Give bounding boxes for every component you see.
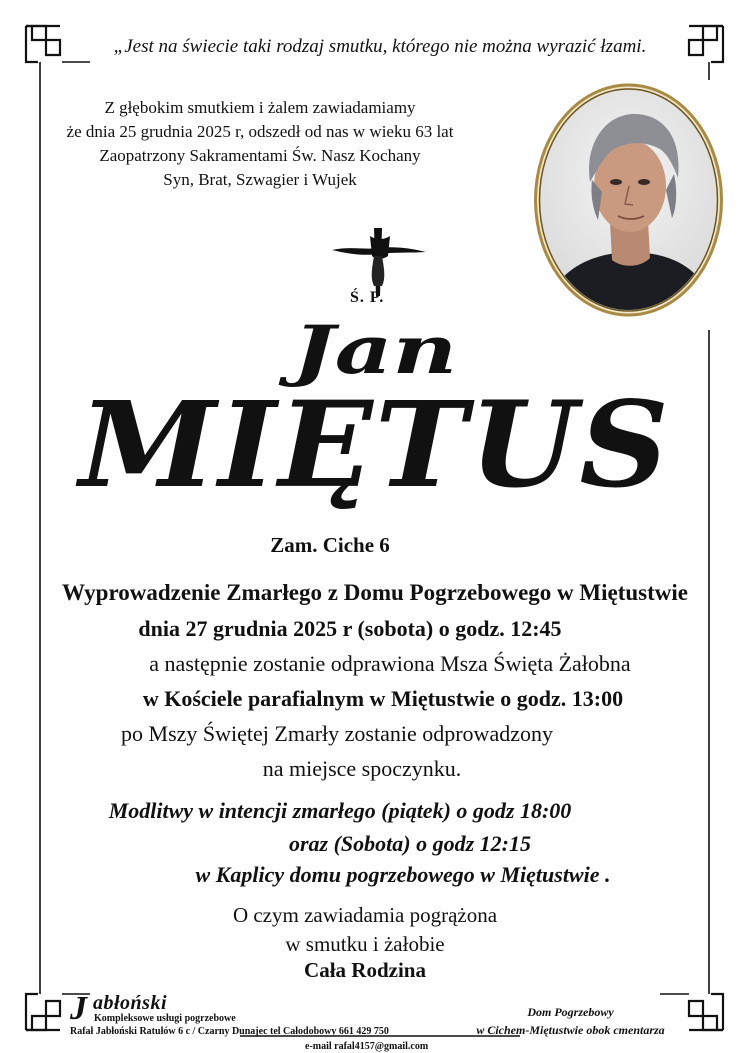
- prayer-line: Modlitwy w intencji zmarłego (piątek) o godz 18:00: [108, 798, 572, 823]
- company-tagline: Kompleksowe usługi pogrzebowe: [94, 1013, 236, 1024]
- intro-line: Zaopatrzony Sakramentami Św. Nasz Kochany: [99, 146, 421, 165]
- ceremony-date-line: dnia 27 grudnia 2025 r (sobota) o godz. 12:45: [138, 616, 562, 641]
- deceased-surname: MIĘTUS: [79, 375, 671, 514]
- ceremony-line: na miejsce spoczynku.: [262, 756, 462, 781]
- ceremony-line: a następnie zostanie odprawiona Msza Święta Żałobna: [149, 651, 631, 676]
- funeral-home-title: Dom Pogrzebowy: [527, 1005, 614, 1019]
- company-contact: Rafał Jabłoński Ratułów 6 c / Czarny Dunajec tel Całodobowy 661 429 750: [70, 1026, 389, 1037]
- intro-line: Syn, Brat, Szwagier i Wujek: [163, 170, 357, 189]
- prayer-line: oraz (Sobota) o godz 12:15: [288, 831, 531, 856]
- ceremony-line: Wyprowadzenie Zmarłego z Domu Pogrzebowego w Miętustwie: [62, 580, 688, 605]
- intro-line: że dnia 25 grudnia 2025 r, odszedł od nas w wieku 63 lat: [66, 122, 454, 141]
- portrait-photo: [532, 82, 725, 318]
- intro-line: Z głębokim smutkiem i żalem zawiadamiamy: [104, 98, 416, 117]
- frame-corner-ornament: [26, 1001, 60, 1030]
- family-signature: Cała Rodzina: [304, 958, 426, 982]
- deceased-first-name: Jan: [292, 311, 458, 389]
- company-logo-name: abłoński: [93, 992, 168, 1014]
- sp-mark: Ś. P.: [350, 289, 385, 306]
- company-email: e-mail rafal4157@gmail.com: [305, 1041, 429, 1052]
- ceremony-line: po Mszy Świętej Zmarły zostanie odprowadzony: [121, 721, 553, 746]
- company-logo-initial: J: [70, 990, 87, 1027]
- frame-corner-ornament: [689, 1001, 723, 1030]
- closing-line: O czym zawiadamia pogrążona: [232, 903, 498, 927]
- closing-line: w smutku i żałobie: [285, 932, 445, 956]
- residence-address: Zam. Ciche 6: [270, 533, 390, 557]
- prayer-line: w Kaplicy domu pogrzebowego w Miętustwie .: [195, 862, 611, 887]
- funeral-home-location: w Cichem-Miętustwie obok cmentarza: [476, 1023, 665, 1037]
- frame-corner-ornament: [26, 26, 60, 55]
- funeral-home-note: [448, 1003, 693, 1039]
- announcement-intro: [50, 96, 470, 192]
- opening-quote: „Jest na świecie taki rodzaj smutku, którego nie można wyrazić łzami.: [113, 36, 647, 57]
- ceremony-line: w Kościele parafialnym w Miętustwie o godz. 13:00: [142, 686, 624, 711]
